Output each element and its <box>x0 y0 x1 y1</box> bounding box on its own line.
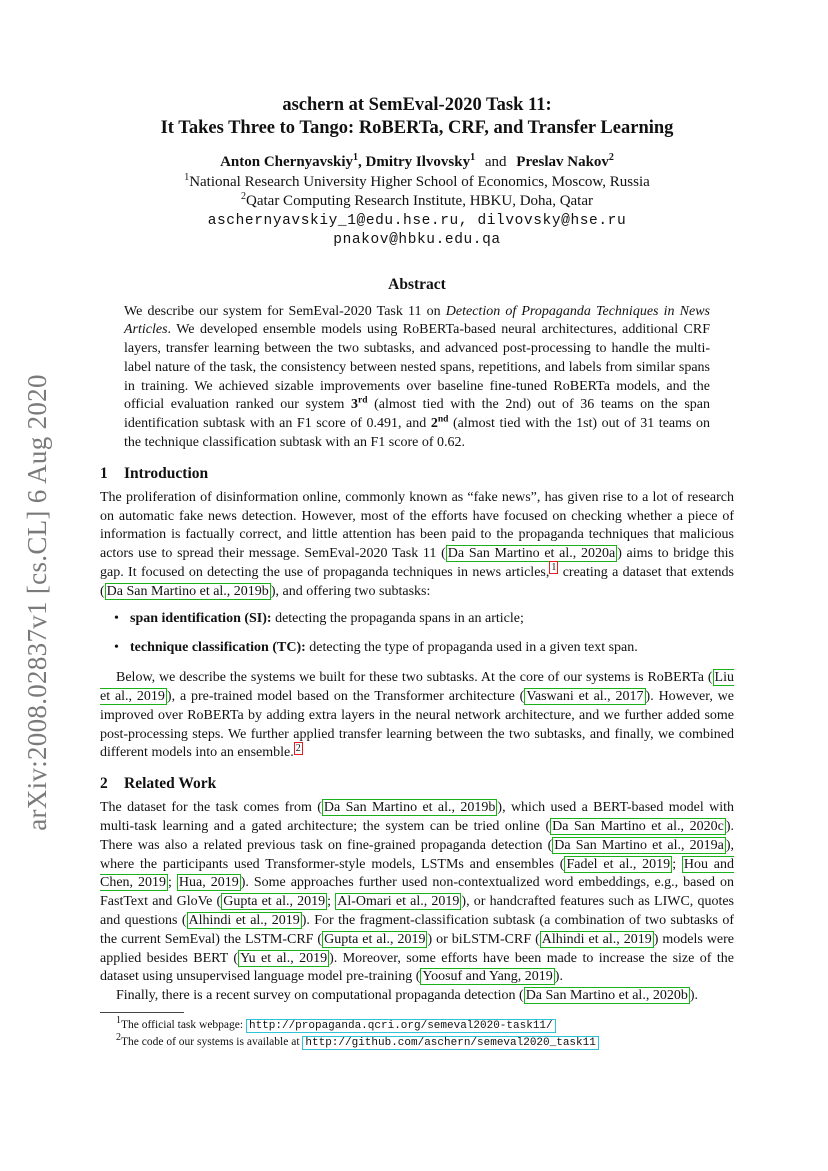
author-names: Anton Chernyavskiy$^1$, Dmitry Ilvovsky$^1$ and Preslav Nakov$^2$ <box>220 152 614 170</box>
author-2: Dmitry Ilvovsky <box>365 154 471 170</box>
body-text: ). There was also a related previous task on fine-grained propaganda detection ( <box>100 819 734 853</box>
body-text: Finally, there is a recent survey on computational propaganda detection ( <box>116 988 524 1004</box>
section-number: 1 <box>100 464 108 482</box>
author-emails-2: pnakov@hbku.edu.qa <box>333 232 501 248</box>
abstract-task-title: Detection of Propaganda Techniques in News Articles <box>124 303 710 338</box>
author-3-affil: 2 <box>608 152 614 163</box>
affiliation-1 <box>100 173 734 193</box>
author-block <box>100 153 734 251</box>
body-text: ), a pre-trained model based on the Transformer architecture ( <box>166 689 525 705</box>
author-and: and <box>484 154 507 170</box>
body-text: creating a dataset that extends ( <box>100 565 734 599</box>
intro-paragraph-2 <box>100 669 734 763</box>
section-heading-related-work <box>100 775 734 793</box>
body-text: ) aims to bridge this gap. It focused on detecting the use of propaganda techniques in news articles, <box>100 546 734 581</box>
abstract-text: We describe our system for SemEval-2020 Task 11 on <box>124 303 446 319</box>
footnotes <box>100 1012 734 1051</box>
citation-link[interactable]: Da San Martino et al., 2019a <box>554 837 724 853</box>
rank-si-suffix: rd <box>358 395 368 406</box>
body-text: ; <box>168 875 177 891</box>
subtask-name: span identification (SI): <box>130 610 272 626</box>
abstract-heading: Abstract <box>388 275 446 293</box>
citation-link[interactable]: Yu et al., 2019 <box>240 950 328 966</box>
body-text: Below, we describe the systems we built for these two subtasks. At the core of our systems is RoBERTa ( <box>116 670 713 686</box>
section-heading-introduction <box>100 465 734 483</box>
section-title: Related Work <box>124 775 217 793</box>
footnote-1 <box>100 1017 734 1034</box>
author-emails-1: aschernyavskiy_1@edu.hse.ru, dilvovsky@hse.ru <box>207 212 627 229</box>
body-text: ). However, we improved over RoBERTa by adding extra layers in the neural network architecture, and we further added some post-processing steps. We further applied transfer learning between the two subtasks, and finally, we combined different models into an ensemble. <box>100 689 734 761</box>
author-1: Anton Chernyavskiy <box>220 154 354 170</box>
body-text: ; <box>327 894 336 910</box>
rank-si-value: 3 <box>351 397 358 413</box>
citation-link[interactable]: Hou and Chen, 2019 <box>100 856 735 891</box>
body-text: ) or biLSTM-CRF ( <box>427 931 540 947</box>
citation-link[interactable]: Da San Martino et al., 2019b <box>323 800 496 816</box>
subtask-list <box>114 610 734 659</box>
section-number: 2 <box>100 775 108 793</box>
rank-tc-value: 2 <box>430 416 438 432</box>
abstract-body <box>124 303 710 453</box>
affiliation-1-mark: 1 <box>184 171 190 183</box>
author-1-affil: 1 <box>353 152 359 163</box>
citation-link[interactable]: Liu et al., 2019 <box>100 670 734 705</box>
footnote-mark: 2 <box>116 1032 121 1044</box>
citation-link[interactable]: Da San Martino et al., 2019b <box>106 583 269 599</box>
citation-link[interactable]: Vaswani et al., 2017 <box>526 689 644 705</box>
affiliation-2-text: Qatar Computing Research Institute, HBKU, Doha, Qatar <box>246 193 593 209</box>
body-text: The dataset for the task comes from ( <box>100 800 322 816</box>
arxiv-stamp <box>12 362 62 842</box>
arxiv-identifier: arXiv:2008.02837v1 [cs.CL] 6 Aug 2020 <box>21 373 52 831</box>
section-title: Introduction <box>124 464 209 482</box>
affiliation-1-text: National Research University Higher School of Economics, Moscow, Russia <box>189 173 650 190</box>
paper-title <box>100 94 734 140</box>
citation-link[interactable]: Gupta et al., 2019 <box>223 894 326 910</box>
citation-link[interactable]: Al-Omari et al., 2019 <box>337 894 460 910</box>
footnote-url-link[interactable]: http://github.com/aschern/semeval2020_task11 <box>302 1036 598 1050</box>
body-text: ), and offering two subtasks: <box>270 583 431 599</box>
body-text: ; <box>672 856 682 872</box>
rank-si <box>351 397 368 412</box>
body-text: ). For the fragment-classification subtask (a combination of two subtasks of the current SemEval) the LSTM-CRF ( <box>100 913 734 947</box>
body-text: ) models were applied besides BERT ( <box>100 931 734 966</box>
citation-link[interactable]: Da San Martino et al., 2020c <box>552 819 724 835</box>
body-text: ). <box>689 988 698 1004</box>
list-item <box>114 610 734 629</box>
subtask-description: detecting the type of propaganda used in a given text span. <box>305 640 638 656</box>
body-text: ). Some approaches further used non-contextualized word embeddings, e.g., based on FastText and GloVe ( <box>100 875 735 910</box>
affiliation-2 <box>100 192 734 212</box>
footnote-ref-1[interactable]: 1 <box>551 562 557 574</box>
abstract-text: . We developed ensemble models using RoBERTa-based neural architectures, additional CRF layers, transfer learning between the two subtasks, and advanced post-processing to handle the multi-label nature of the task, the consistency between nested spans, repetitions, and labels from similar spans in training. We achieved sizable improvements over baseline fine-tuned RoBERTa models, and the official evaluation ranked our system <box>124 322 710 413</box>
title-line-1: aschern at SemEval-2020 Task 11: <box>282 95 552 115</box>
footnote-rule <box>100 1012 184 1013</box>
citation-link[interactable]: Yoosuf and Yang, 2019 <box>422 969 553 985</box>
intro-paragraph-1 <box>100 489 734 602</box>
rank-tc <box>431 416 449 431</box>
related-paragraph-2 <box>100 987 734 1006</box>
rank-tc-suffix: nd <box>437 414 449 425</box>
subtask-name: technique classification (TC): <box>130 640 306 656</box>
body-text: ). <box>554 969 563 985</box>
citation-link[interactable]: Da San Martino et al., 2020b <box>525 988 688 1004</box>
list-item <box>114 639 734 658</box>
footnote-text: The code of our systems is available at <box>121 1036 303 1048</box>
citation-link[interactable]: Da San Martino et al., 2020a <box>447 546 616 562</box>
related-paragraph-1 <box>100 799 734 987</box>
abstract-text: (almost tied with the 2nd) out of 36 teams on the span identification subtask with an F1 score of 0.491, and <box>124 397 710 432</box>
abstract-text: (almost tied with the 1st) out of 31 teams on the technique classification subtask with an F1 score of 0.62. <box>124 416 711 451</box>
bullet-icon: • <box>114 640 119 656</box>
footnote-mark: 1 <box>116 1015 121 1027</box>
citation-link[interactable]: Alhindi et al., 2019 <box>541 931 652 947</box>
citation-link[interactable]: Fadel et al., 2019 <box>566 856 671 872</box>
footnote-text: The official task webpage: <box>121 1019 246 1031</box>
author-2-affil: 1 <box>470 152 476 163</box>
footnote-url-link[interactable]: http://propaganda.qcri.org/semeval2020-task11/ <box>246 1019 556 1033</box>
subtask-description: detecting the propaganda spans in an article; <box>271 610 524 626</box>
citation-link[interactable]: Alhindi et al., 2019 <box>188 913 300 929</box>
paper-page <box>100 94 734 1051</box>
title-line-2: It Takes Three to Tango: RoBERTa, CRF, and Transfer Learning <box>160 118 674 138</box>
body-text: The proliferation of disinformation online, commonly known as “fake news”, has given rise to a lot of research on automatic fake news detection. However, most of the efforts have focused on checking whether a piece of information is factually correct, and little attention has been paid to the propaganda techniques that malicious actors use to spread their message. SemEval-2020 Task 11 ( <box>100 489 734 562</box>
author-3: Preslav Nakov <box>516 154 609 170</box>
citation-link[interactable]: Gupta et al., 2019 <box>324 931 426 947</box>
body-text: ), or handcrafted features such as LIWC, quotes and questions ( <box>100 894 735 929</box>
citation-link[interactable]: Hua, 2019 <box>178 875 239 891</box>
bullet-icon: • <box>114 610 119 626</box>
footnote-ref-2[interactable]: 2 <box>295 742 301 754</box>
affiliation-2-mark: 2 <box>241 191 246 202</box>
body-text: ), where the participants used Transformer-style models, LSTMs and ensembles ( <box>100 837 734 872</box>
footnote-2 <box>100 1034 734 1051</box>
body-text: ), which used a BERT-based model with multi-task learning and a gated architecture; the system can be tried online ( <box>100 800 734 835</box>
body-text: ). Moreover, some efforts have been made to increase the size of the dataset using unsupervised language model pre-training ( <box>100 950 734 985</box>
